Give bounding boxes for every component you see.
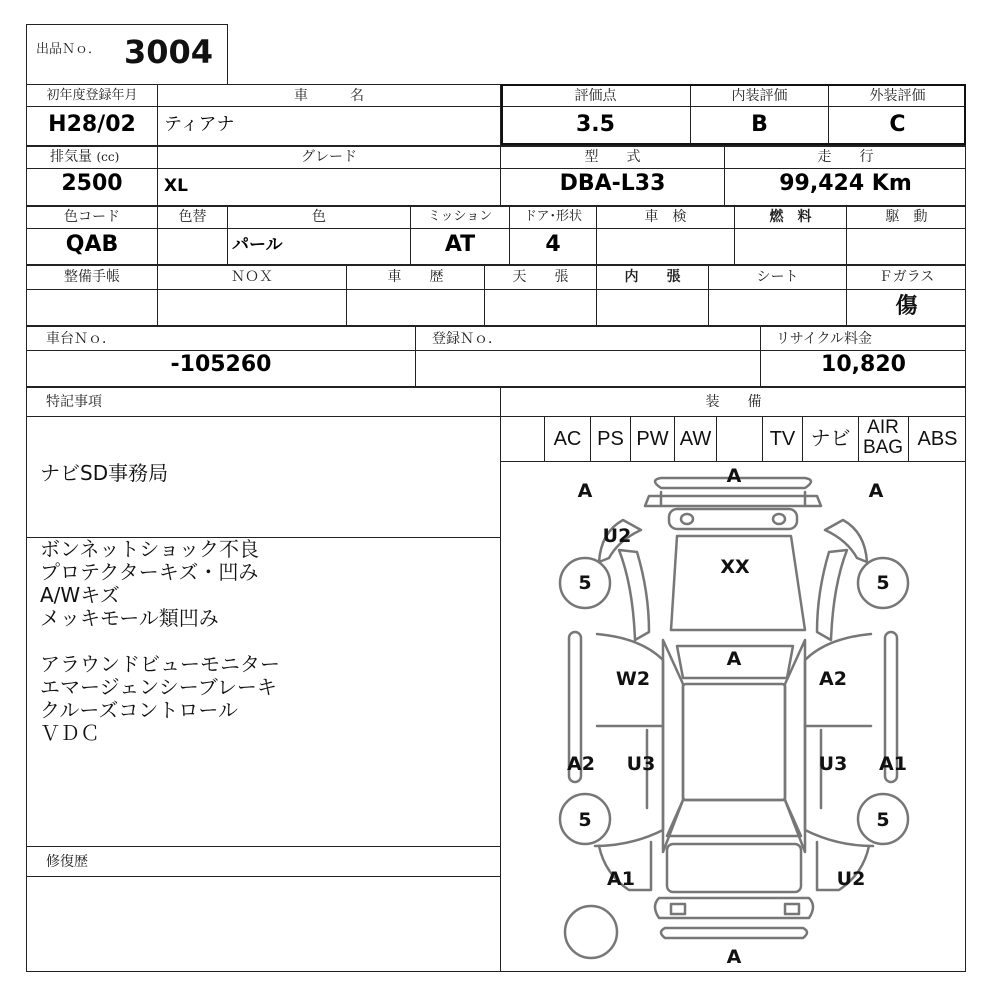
year-value: H28/02: [48, 112, 136, 137]
vline: [858, 416, 859, 461]
inspection-label: 車 検: [644, 209, 687, 225]
front-glass-label: Ｆガラス: [878, 269, 935, 285]
diagram-hood: XX: [720, 556, 750, 578]
front-glass-value: 傷: [895, 293, 918, 319]
diagram-tire-rl: 5: [578, 809, 592, 831]
diagram-tire-fr: 5: [876, 572, 890, 594]
remarks-top: ナビSD事務局: [40, 461, 169, 485]
color-code-label: 色コード: [64, 209, 120, 225]
equip-navi: ナビ: [810, 428, 851, 450]
lot-number: 3004: [124, 33, 214, 71]
mileage-value: 99,424 Km: [779, 171, 912, 196]
hline: [26, 325, 966, 327]
color-code-value: QAB: [65, 232, 119, 257]
car-diagram: [501, 462, 966, 972]
hline: [26, 386, 966, 388]
interior-value: B: [751, 112, 768, 137]
car-name-label: 車 名: [294, 88, 364, 104]
remark-line: A/Wキズ: [40, 583, 120, 607]
history-label: 車 歴: [387, 269, 444, 285]
mileage-label: 走 行: [817, 149, 874, 165]
repair-history-label: 修復歴: [46, 854, 88, 870]
equip-airbag: AIR BAG: [862, 417, 904, 458]
model-label: 型 式: [584, 149, 641, 165]
chassis-label: 車台Ｎｏ．: [46, 331, 116, 347]
interior-trim-label: 内 張: [624, 269, 681, 285]
displacement-label-text: 排気量: [50, 149, 92, 165]
roof-lining-label: 天 張: [512, 269, 569, 285]
remark-line: [40, 630, 280, 653]
interior-label: 内装評価: [731, 88, 788, 104]
diagram-a2-left: A2: [567, 753, 595, 775]
diagram-top-center: A: [726, 465, 742, 487]
drive-label: 駆 動: [885, 209, 928, 225]
remark-line: クルーズコントロール: [40, 698, 238, 722]
lot-label: 出品Ｎｏ．: [36, 42, 102, 57]
color-label: 色: [312, 209, 326, 225]
vline: [415, 325, 416, 386]
diagram-tire-fl: 5: [578, 572, 592, 594]
recycle-value: 10,820: [821, 352, 906, 377]
diagram-roof: A: [726, 648, 742, 670]
diagram-a1-right: A1: [879, 753, 907, 775]
equipment-label: 装 備: [705, 394, 762, 410]
model-value: DBA-L33: [559, 171, 666, 196]
remark-line: ボンネットショック不良: [40, 537, 259, 561]
equip-abs: ABS: [917, 428, 958, 450]
remark-line: ＶＤＣ: [40, 721, 100, 745]
displacement-label: [50, 147, 119, 167]
remark-line: エマージェンシーブレーキ: [40, 675, 277, 699]
grade-value: XL: [164, 176, 188, 196]
equip-ac: AC: [553, 428, 582, 450]
mission-value: AT: [444, 232, 476, 257]
equip-tv: TV: [769, 428, 796, 450]
displacement-value: 2500: [61, 171, 123, 196]
diagram-a2-right: A2: [819, 668, 847, 690]
diagram-u3-right: U3: [818, 753, 848, 775]
score-label: 評価点: [574, 88, 617, 104]
score-value: 3.5: [576, 112, 615, 137]
diagram-u3-left: U3: [626, 753, 656, 775]
exterior-label: 外装評価: [869, 88, 926, 104]
equip-blank: [717, 418, 762, 460]
chassis-value: -105260: [170, 352, 272, 377]
door-value: 4: [545, 232, 561, 257]
recycle-label: リサイクル料金: [776, 331, 873, 347]
displacement-unit: (cc): [96, 150, 120, 164]
diagram-bottom: A: [726, 946, 742, 968]
equip-pw: PW: [636, 428, 669, 450]
service-book-label: 整備手帳: [64, 269, 120, 285]
equip-blank: [501, 418, 544, 460]
year-label: 初年度登録年月: [46, 88, 138, 103]
hline: [26, 264, 966, 266]
diagram-top-left: A: [577, 480, 593, 502]
door-label: ドア･形状: [523, 209, 583, 224]
registration-label: 登録Ｎｏ．: [432, 331, 502, 347]
hline: [26, 416, 966, 417]
grade-label: グレード: [301, 149, 357, 165]
equip-aw: AW: [679, 428, 712, 450]
diagram-top-right: A: [868, 480, 884, 502]
hline: [26, 846, 501, 847]
nox-label: ＮＯＸ: [231, 269, 273, 285]
remark-line: アラウンドビューモニター: [40, 652, 280, 676]
equip-ps: PS: [597, 428, 624, 450]
fuel-label: 燃 料: [769, 209, 812, 225]
remark-line: プロテクターキズ・凹み: [40, 560, 259, 584]
color-value: パール: [232, 235, 283, 255]
diagram-u2-rear: U2: [836, 868, 866, 890]
exterior-value: C: [889, 112, 906, 137]
remarks-label: 特記事項: [46, 394, 102, 410]
mission-label: ミッション: [427, 209, 493, 224]
diagram-u2-front: U2: [602, 525, 632, 547]
car-name-value: ティアナ: [164, 114, 235, 135]
diagram-tire-rr: 5: [876, 809, 890, 831]
hline: [26, 876, 501, 877]
hline: [26, 228, 966, 229]
hline: [26, 289, 966, 290]
color-change-label: 色替: [178, 209, 207, 225]
remark-line: メッキモール類凹み: [40, 606, 219, 630]
remarks-list: [40, 538, 280, 745]
diagram-w2: W2: [615, 668, 651, 690]
seat-label: シート: [756, 269, 799, 285]
diagram-a1-rear: A1: [607, 868, 635, 890]
